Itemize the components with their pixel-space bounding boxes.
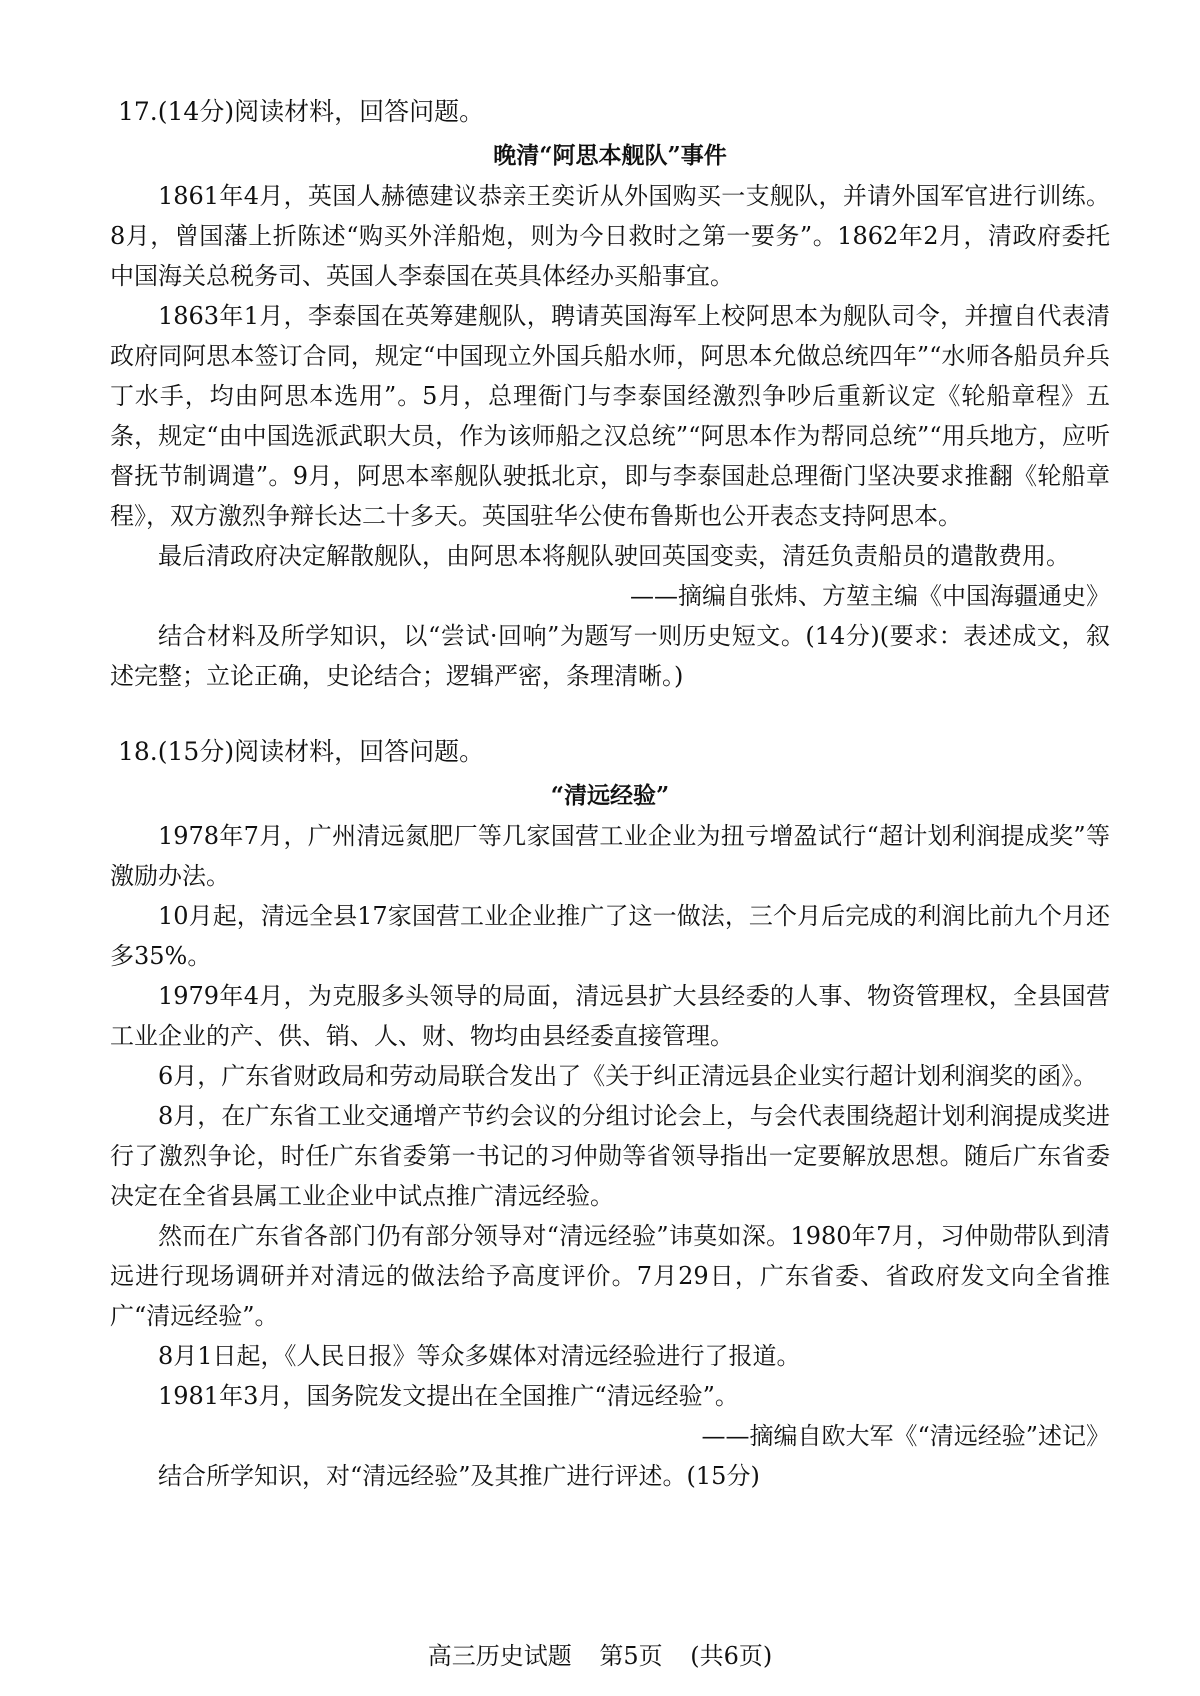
question-17-material-title: 晚清“阿思本舰队”事件	[493, 142, 727, 169]
question-18	[110, 732, 1110, 1496]
question-18-header: 18.(15分)阅读材料，回答问题。	[118, 737, 485, 766]
exam-page	[110, 92, 1110, 1496]
question-17-paragraph: 1863年1月，李泰国在英筹建舰队，聘请英国海军上校阿思本为舰队司令，并擅自代表清政府同阿思本签订合同，规定“中国现立外国兵船水师，阿思本允做总统四年”“水师各船员弁兵丁水手，均由阿思本选用”。5月，总理衙门与李泰国经激烈争吵后重新议定《轮船章程》五条，规定“由中国选派武职大员，作为该师船之汉总统”“阿思本作为帮同总统”“用兵地方，应听督抚节制调遣”。9月，阿思本率舰队驶抵北京，即与李泰国赴总理衙门坚决要求推翻《轮船章程》，双方激烈争辩长达二十多天。英国驻华公使布鲁斯也公开表态支持阿思本。	[110, 302, 1110, 530]
question-18-paragraph: 8月，在广东省工业交通增产节约会议的分组讨论会上，与会代表围绕超计划利润提成奖进行了激烈争论，时任广东省委第一书记的习仲勋等省领导指出一定要解放思想。随后广东省委决定在全省县属工业企业中试点推广清远经验。	[110, 1102, 1110, 1210]
section-spacer	[110, 696, 1110, 732]
question-17-source: ——摘编自张炜、方堃主编《中国海疆通史》	[630, 582, 1110, 610]
question-18-paragraph: 1981年3月，国务院发文提出在全国推广“清远经验”。	[158, 1382, 739, 1410]
question-17-paragraph: 最后清政府决定解散舰队，由阿思本将舰队驶回英国变卖，清廷负责船员的遣散费用。	[158, 542, 1070, 570]
question-18-source: ——摘编自欧大军《“清远经验”述记》	[701, 1422, 1110, 1450]
question-18-paragraph: 6月，广东省财政局和劳动局联合发出了《关于纠正清远县企业实行超计划利润奖的函》。	[158, 1062, 1098, 1090]
question-17-paragraph: 1861年4月，英国人赫德建议恭亲王奕䜣从外国购买一支舰队，并请外国军官进行训练。8月，曾国藩上折陈述“购买外洋船炮，则为今日救时之第一要务”。1862年2月，清政府委托中国海关总税务司、英国人李泰国在英具体经办买船事宜。	[110, 182, 1110, 290]
page-footer	[0, 1640, 1200, 1672]
question-18-paragraph: 8月1日起，《人民日报》等众多媒体对清远经验进行了报道。	[158, 1342, 801, 1370]
question-17-prompt: 结合材料及所学知识，以“尝试·回响”为题写一则历史短文。(14分)(要求：表述成文，叙述完整；立论正确，史论结合；逻辑严密，条理清晰。)	[110, 622, 1110, 690]
question-18-paragraph: 然而在广东省各部门仍有部分领导对“清远经验”讳莫如深。1980年7月，习仲勋带队到清远进行现场调研并对清远的做法给予高度评价。7月29日，广东省委、省政府发文向全省推广“清远经验”。	[110, 1222, 1110, 1330]
footer-page-number: 第5页	[599, 1642, 663, 1670]
question-17-header: 17.(14分)阅读材料，回答问题。	[118, 97, 485, 126]
question-17	[110, 92, 1110, 696]
question-18-paragraph: 10月起，清远全县17家国营工业企业推广了这一做法，三个月后完成的利润比前九个月还多35%。	[110, 902, 1110, 970]
footer-total-pages: (共6页)	[690, 1642, 773, 1670]
question-18-paragraph: 1979年4月，为克服多头领导的局面，清远县扩大县经委的人事、物资管理权，全县国营工业企业的产、供、销、人、财、物均由县经委直接管理。	[110, 982, 1110, 1050]
question-18-paragraph: 1978年7月，广州清远氮肥厂等几家国营工业企业为扭亏增盈试行“超计划利润提成奖”等激励办法。	[110, 822, 1110, 890]
question-18-material-title: “清远经验”	[550, 782, 670, 809]
question-18-prompt: 结合所学知识，对“清远经验”及其推广进行评述。(15分)	[158, 1462, 760, 1490]
footer-exam-name: 高三历史试题	[427, 1642, 572, 1670]
